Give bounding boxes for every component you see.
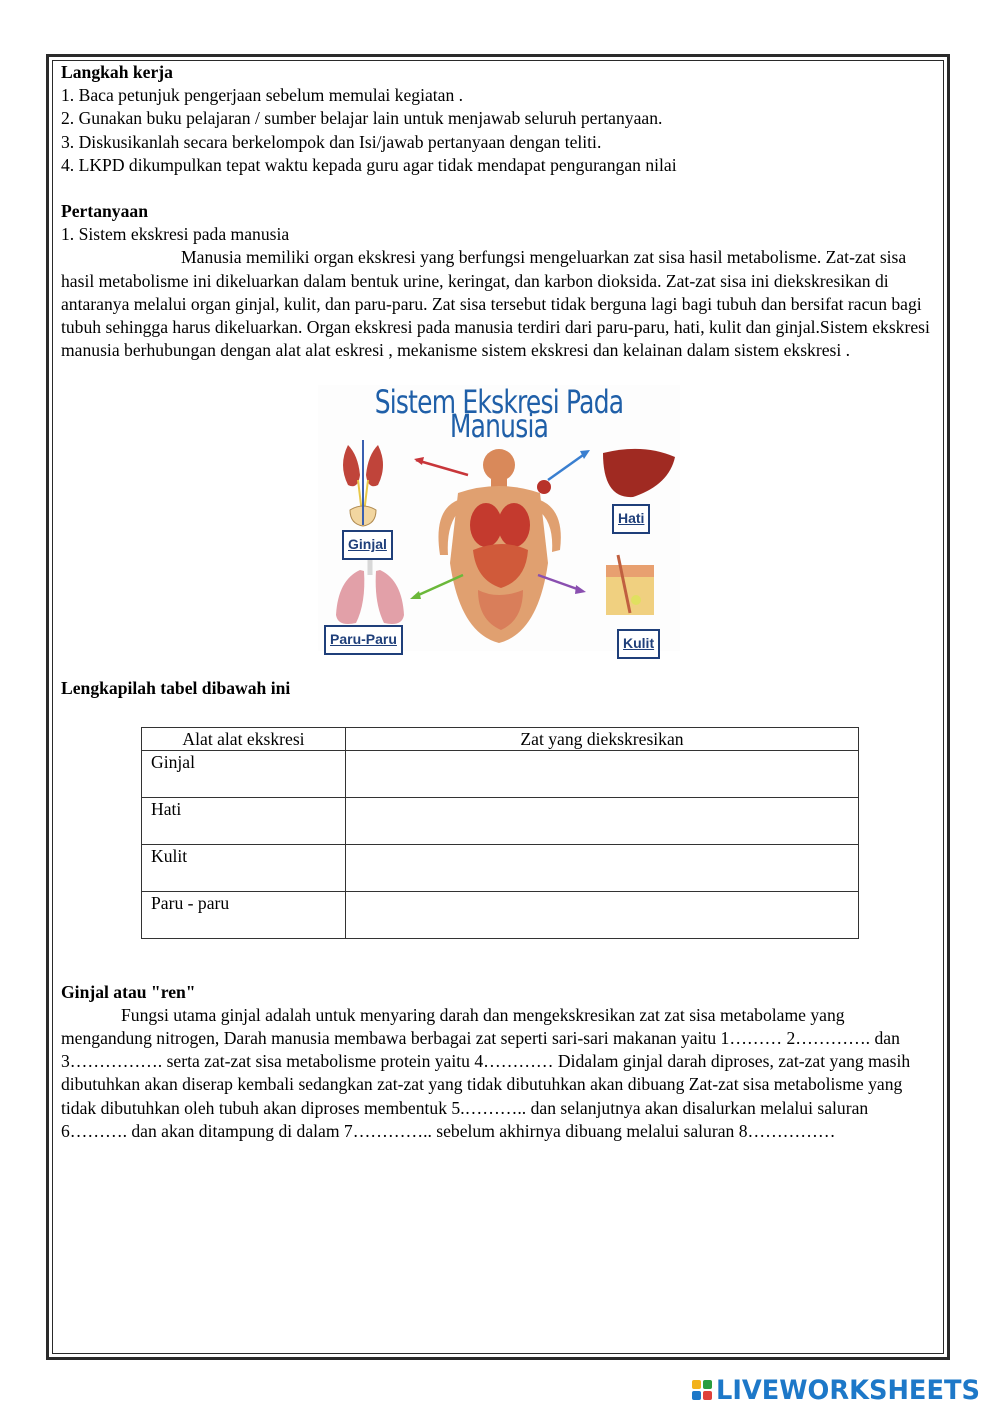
- excretion-diagram: [318, 385, 680, 651]
- organ-cell: Paru - paru: [142, 891, 346, 938]
- langkah-step: 2. Gunakan buku pelajaran / sumber belajar lain untuk menjawab seluruh pertanyaan.: [61, 108, 663, 129]
- ginjal-title: Ginjal atau "ren": [61, 981, 196, 1002]
- body-illustration: [438, 449, 560, 643]
- table-row: [142, 891, 859, 938]
- table-row: [142, 750, 859, 797]
- organ-cell: Kulit: [142, 844, 346, 891]
- organ-cell: Hati: [142, 797, 346, 844]
- answer-cell[interactable]: [346, 750, 859, 797]
- pertanyaan-title: Pertanyaan: [61, 201, 148, 222]
- logo-mark-icon: [692, 1380, 712, 1400]
- label-ginjal: Ginjal: [342, 530, 393, 559]
- excretion-table: [141, 727, 859, 939]
- logo-text: LIVEWORKSHEETS: [716, 1374, 980, 1406]
- langkah-title: Langkah kerja: [61, 62, 173, 82]
- kidney-illustration: [343, 440, 383, 526]
- diagram-title: Sistem Ekskresi Pada Manusia: [374, 383, 624, 445]
- answer-cell[interactable]: [346, 797, 859, 844]
- langkah-step: 1. Baca petunjuk pengerjaan sebelum memulai kegiatan .: [61, 85, 464, 106]
- liveworksheets-logo[interactable]: [692, 1376, 994, 1404]
- ginjal-paragraph: Fungsi utama ginjal adalah untuk menyaring darah dan mengekskresikan zat zat sisa metabolame yang mengandung nitrogen, Darah manusia membawa berbagai zat seperti sari-sari makanan yaitu 1……… 2…………. dan 3……………. serta zat-zat sisa metabolisme protein yaitu 4………… Didalam ginjal darah diproses, zat-zat yang masih dibutuhkan akan diserap kembali sedangkan zat-zat yang tidak dibutuhkan akan dibuang Zat-zat sisa metabolisme yang tidak dibutuhkan oleh tubuh akan diproses membentuk 5.……….. dan selanjutnya akan disalurkan melalui saluran 6………. dan akan ditampung di dalam 7………….. sebelum akhirnya dibuang melalui saluran 8……………: [61, 1004, 911, 1141]
- table-instruction: Lengkapilah tabel dibawah ini: [61, 678, 291, 699]
- label-hati: Hati: [612, 504, 650, 533]
- table-header-row: [142, 727, 859, 750]
- organ-cell: Ginjal: [142, 750, 346, 797]
- table-row: [142, 844, 859, 891]
- label-kulit: Kulit: [617, 629, 660, 658]
- table-header: Zat yang diekskresikan: [346, 727, 859, 750]
- liver-illustration: [603, 449, 675, 497]
- table-header: Alat alat ekskresi: [142, 727, 346, 750]
- answer-cell[interactable]: [346, 844, 859, 891]
- answer-cell[interactable]: [346, 891, 859, 938]
- pertanyaan-paragraph: Manusia memiliki organ ekskresi yang berfungsi mengeluarkan zat sisa hasil metabolisme. Zat-zat sisa hasil metabolisme ini dikeluarkan dalam bentuk urine, keringat, dan karbon dioksida. Zat-zat sisa ini diekskresikan di antaranya melalui organ ginjal, kulit, dan paru-paru. Zat sisa tersebut tidak berguna lagi bagi tubuh dan bersifat racun bagi tubuh sehingga harus dikeluarkan. Organ ekskresi pada manusia terdiri dari paru-paru, hati, kulit dan ginjal.Sistem ekskresi manusia berhubungan dengan alat alat eskresi , mekanisme sistem ekskresi dan kelainan dalam sistem ekskresi .: [61, 247, 930, 361]
- pertanyaan-item: 1. Sistem ekskresi pada manusia: [61, 224, 290, 245]
- langkah-step: 3. Diskusikanlah secara berkelompok dan Isi/jawab pertanyaan dengan teliti.: [61, 131, 602, 152]
- table-row: [142, 797, 859, 844]
- lungs-illustration: [336, 553, 404, 624]
- langkah-step: 4. LKPD dikumpulkan tepat waktu kepada guru agar tidak mendapat pengurangan nilai: [61, 154, 677, 175]
- worksheet-content: [61, 61, 937, 1143]
- skin-illustration: [606, 555, 654, 615]
- label-paru: Paru-Paru: [324, 625, 403, 654]
